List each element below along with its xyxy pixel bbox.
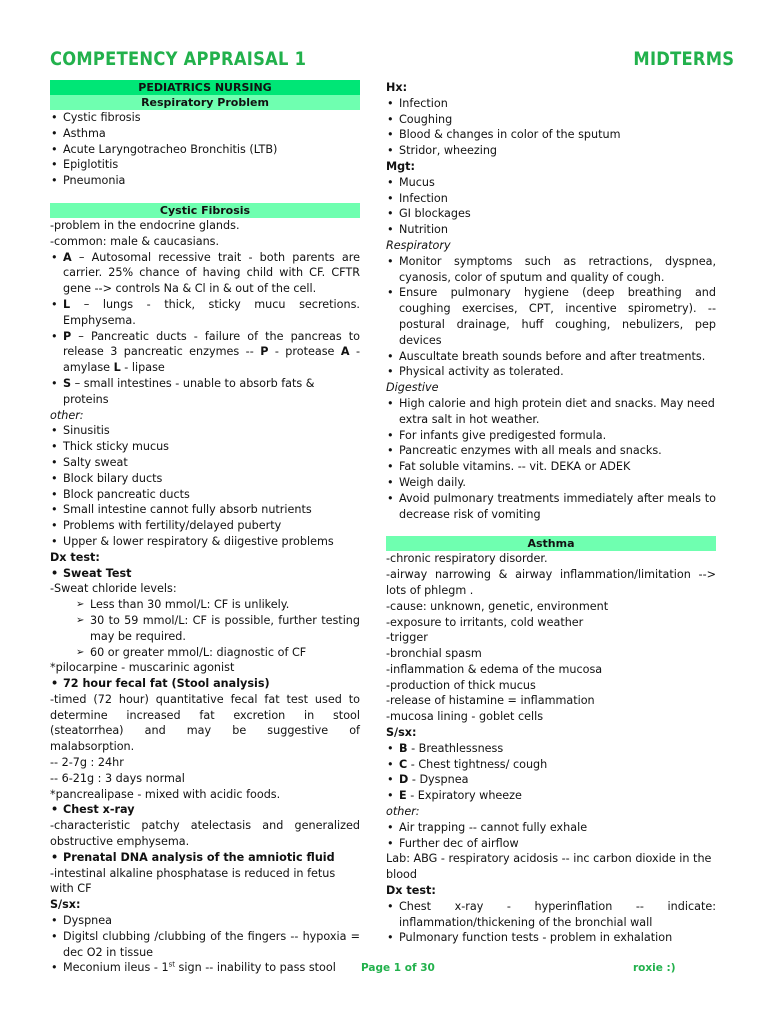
text-line: -trigger — [386, 631, 428, 645]
dx-list — [386, 899, 716, 946]
list-item: • P – Pancreatic ducts - failure of the pancreas to release 3 pancreatic enzymes -- P - protease A - amylase L - lipase — [50, 329, 360, 376]
list-item: • Problems with fertility/delayed puberty — [50, 518, 360, 534]
other-list — [386, 820, 716, 852]
list-item: • C - Chest tightness/ cough — [386, 757, 716, 773]
section-banner-asthma: Asthma — [386, 536, 716, 551]
text-line: *pancrealipase - mixed with acidic foods. — [50, 787, 281, 801]
section-banner-pediatrics: PEDIATRICS NURSING — [50, 80, 360, 95]
subheading-hx: Hx: — [386, 81, 408, 94]
text-line: -problem in the endocrine glands. — [50, 218, 240, 232]
list-item: • Air trapping -- cannot fully exhale — [386, 820, 716, 836]
text-line: -cause: unknown, genetic, environment — [386, 599, 609, 613]
list-item: • Acute Laryngotracheo Bronchitis (LTB) — [50, 142, 360, 158]
list-item: • Sinusitis — [50, 423, 360, 439]
list-item: • Salty sweat — [50, 455, 360, 471]
right-column — [386, 80, 716, 946]
text-line: -- 2-7g : 24hr — [50, 756, 124, 770]
subheading-other: other: — [50, 408, 84, 422]
list-item: ➢ Less than 30 mmol/L: CF is unlikely. — [50, 597, 360, 613]
dna-analysis-heading — [50, 850, 360, 866]
list-item: • L – lungs - thick, sticky mucu secretions. Emphysema. — [50, 297, 360, 329]
sweat-levels-list — [50, 597, 360, 660]
section-banner-cystic-fibrosis: Cystic Fibrosis — [50, 203, 360, 218]
subheading-dx: Dx test: — [386, 884, 436, 898]
chest-xray-heading — [50, 802, 360, 818]
list-item: • Auscultate breath sounds before and after treatments. — [386, 349, 716, 365]
text-line: -mucosa lining - goblet cells — [386, 710, 544, 724]
hx-list — [386, 96, 716, 159]
text-line: -chronic respiratory disorder. — [386, 552, 548, 566]
subheading-respiratory: Respiratory — [386, 238, 451, 252]
list-item: • S – small intestines - unable to absorb fats & proteins — [50, 376, 360, 408]
text-line: -- 6-21g : 3 days normal — [50, 771, 185, 785]
text-line: *pilocarpine - muscarinic agonist — [50, 661, 235, 675]
list-item: • Upper & lower respiratory & diigestive problems — [50, 534, 360, 550]
text-line: -inflammation & edema of the mucosa — [386, 662, 603, 676]
sweat-test-heading — [50, 566, 360, 582]
other-list — [50, 423, 360, 549]
page-number: Page 1 of 30 — [361, 962, 435, 974]
section-banner-respiratory: Respiratory Problem — [50, 95, 360, 110]
text-line: Lab: ABG - respiratory acidosis -- inc carbon dioxide in the blood — [386, 852, 712, 882]
subheading-digestive: Digestive — [386, 381, 439, 395]
subheading-ssx: S/sx: — [50, 898, 81, 912]
subheading-ssx: S/sx: — [386, 726, 417, 740]
subheading-dx: Dx test: — [50, 550, 100, 564]
list-item: • B - Breathlessness — [386, 741, 716, 757]
list-item: • Infection — [386, 96, 716, 112]
text-line: -Sweat chloride levels: — [50, 582, 177, 596]
list-item: • Nutrition — [386, 222, 716, 238]
list-item: • Fat soluble vitamins. -- vit. DEKA or ADEK — [386, 459, 716, 475]
list-item: • For infants give predigested formula. — [386, 428, 716, 444]
list-item: • Cystic fibrosis — [50, 110, 360, 126]
list-item: • Stridor, wheezing — [386, 143, 716, 159]
list-item: ➢ 60 or greater mmol/L: diagnostic of CF — [50, 645, 360, 661]
text-line: -production of thick mucus — [386, 678, 536, 692]
list-item: • Chest x-ray — [50, 802, 360, 818]
list-item: • Pancreatic enzymes with all meals and snacks. — [386, 443, 716, 459]
alps-list — [50, 250, 360, 408]
list-item: ➢ 30 to 59 mmol/L: CF is possible, further testing may be required. — [50, 613, 360, 645]
text-line: -release of histamine = inflammation — [386, 694, 595, 708]
list-item: • Blood & changes in color of the sputum — [386, 127, 716, 143]
left-column — [50, 80, 360, 976]
text-line: -intestinal alkaline phosphatase is reduced in fetus with CF — [50, 866, 336, 896]
list-item: • Physical activity as tolerated. — [386, 364, 716, 380]
subheading-mgt: Mgt: — [386, 159, 415, 173]
list-item: • Ensure pulmonary hygiene (deep breathing and coughing exercises, CPT, incentive spirometry). -- postural drainage, huff coughing, nebulizers, pep devices — [386, 285, 716, 348]
text-line: -exposure to irritants, cold weather — [386, 615, 584, 629]
text-paragraph: -timed (72 hour) quantitative fecal fat test used to determine increased fat excretion in stool (steatorrhea) and may be suggestive of malabsorption. — [50, 692, 360, 754]
author-signature: roxie :) — [633, 962, 676, 974]
list-item: • Thick sticky mucus — [50, 439, 360, 455]
list-item: • Sweat Test — [50, 566, 360, 582]
list-item: • Pulmonary function tests - problem in exhalation — [386, 930, 716, 946]
text-line: -airway narrowing & airway inflammation/limitation --> lots of phlegm . — [386, 568, 716, 597]
respiratory-problem-list — [50, 110, 360, 189]
list-item: • Meconium ileus - 1st sign -- inability to pass stool — [50, 960, 360, 976]
list-item: • Dyspnea — [50, 913, 360, 929]
list-item: • Monitor symptoms such as retractions, dyspnea, cyanosis, color of sputum and quality of cough. — [386, 254, 716, 286]
list-item: • GI blockages — [386, 206, 716, 222]
list-item: • Further dec of airflow — [386, 836, 716, 852]
list-item: • 72 hour fecal fat (Stool analysis) — [50, 676, 360, 692]
list-item: • Digitsl clubbing /clubbing of the fingers -- hypoxia = dec O2 in tissue — [50, 929, 360, 961]
list-item: • High calorie and high protein diet and snacks. May need extra salt in hot weather. — [386, 396, 716, 428]
ssx-list — [50, 913, 360, 976]
text-line: -bronchial spasm — [386, 647, 482, 661]
fecal-fat-heading — [50, 676, 360, 692]
list-item: • D - Dyspnea — [386, 772, 716, 788]
document-title: COMPETENCY APPRAISAL 1 — [50, 48, 307, 70]
list-item: • Block pancreatic ducts — [50, 487, 360, 503]
list-item: • Block bilary ducts — [50, 471, 360, 487]
bcde-list — [386, 741, 716, 804]
list-item: • Coughing — [386, 112, 716, 128]
list-item: • Prenatal DNA analysis of the amniotic fluid — [50, 850, 360, 866]
list-item: • Weigh daily. — [386, 475, 716, 491]
text-paragraph: -characteristic patchy atelectasis and generalized obstructive emphysema. — [50, 819, 360, 849]
list-item: • Pneumonia — [50, 173, 360, 189]
respiratory-list — [386, 254, 716, 380]
list-item: • Small intestine cannot fully absorb nutrients — [50, 502, 360, 518]
list-item: • Avoid pulmonary treatments immediately after meals to decrease risk of vomiting — [386, 491, 716, 523]
subheading-other: other: — [386, 805, 420, 819]
mgt-list — [386, 175, 716, 238]
list-item: • Mucus — [386, 175, 716, 191]
digestive-list — [386, 396, 716, 522]
list-item: • A – Autosomal recessive trait - both parents are carrier. 25% chance of having child with CF. CFTR gene --> controls Na & Cl in & out of the cell. — [50, 250, 360, 297]
list-item: • Asthma — [50, 126, 360, 142]
list-item: • E - Expiratory wheeze — [386, 788, 716, 804]
list-item: • Infection — [386, 191, 716, 207]
text-line: -common: male & caucasians. — [50, 234, 220, 248]
term-label: MIDTERMS — [633, 48, 734, 70]
list-item: • Epiglotitis — [50, 157, 360, 173]
list-item: • Chest x-ray - hyperinflation -- indicate: inflammation/thickening of the bronchial wall — [386, 899, 716, 931]
